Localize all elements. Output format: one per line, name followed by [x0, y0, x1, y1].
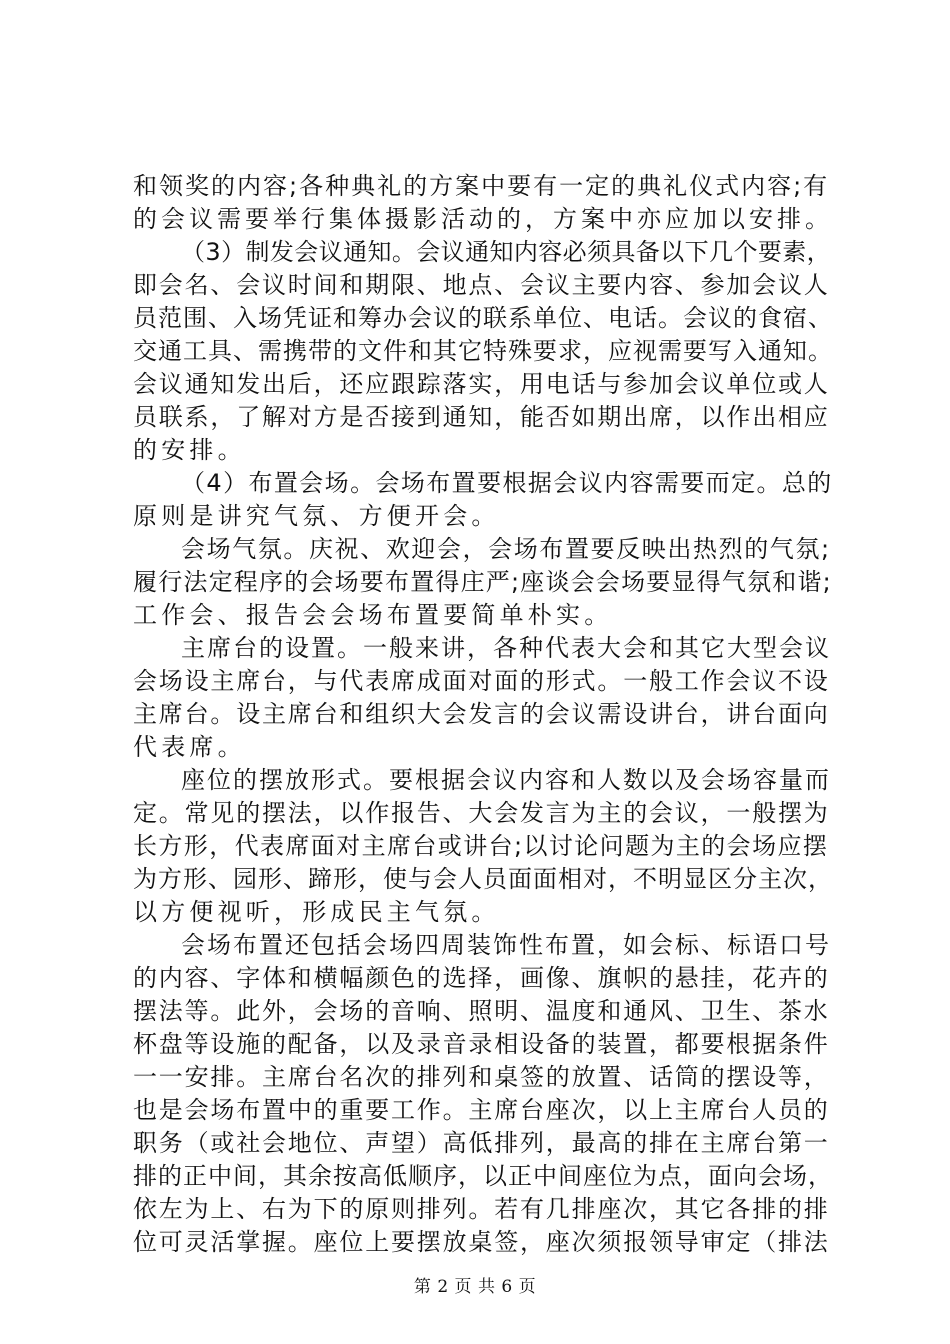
text-line: 主席台的设置。一般来讲，各种代表大会和其它大型会议: [181, 634, 831, 662]
text-line: 摆法等。此外，会场的音响、照明、温度和通风、卫生、茶水: [133, 997, 830, 1025]
text-line: 即会名、会议时间和期限、地点、会议主要内容、参加会议人: [133, 271, 830, 299]
text-line: 会场设主席台，与代表席成面对面的形式。一般工作会议不设: [133, 667, 830, 695]
text-line: （4）布置会场。会场布置要根据会议内容需要而定。总的: [181, 469, 833, 497]
page-footer: [0, 1272, 950, 1297]
text-line: 交通工具、需携带的文件和其它特殊要求，应视需要写入通知。: [133, 337, 833, 365]
text-line: 的内容、字体和横幅颜色的选择，画像、旗帜的悬挂，花卉的: [133, 964, 830, 992]
text-line: 的会议需要举行集体摄影活动的，方案中亦应加以安排。: [133, 205, 833, 233]
text-line: 也是会场布置中的重要工作。主席台座次，以上主席台人员的: [133, 1096, 830, 1124]
text-line: 位可灵活掌握。座位上要摆放桌签，座次须报领导审定（排法: [133, 1228, 830, 1256]
text-line: 会议通知发出后，还应跟踪落实，用电话与参加会议单位或人: [133, 370, 830, 398]
document-body: [133, 170, 833, 1259]
text-line: 为方形、园形、蹄形，使与会人员面面相对，不明显区分主次，: [133, 865, 833, 893]
text-line: 长方形，代表席面对主席台或讲台;以讨论问题为主的会场应摆: [133, 832, 829, 860]
text-line: 原则是讲究气氛、方便开会。: [133, 502, 500, 530]
text-line: 工作会、报告会会场布置要简单朴实。: [133, 601, 613, 629]
text-line: 排的正中间，其余按高低顺序，以正中间座位为点，面向会场，: [133, 1162, 833, 1190]
text-line: 员联系，了解对方是否接到通知，能否如期出席，以作出相应: [133, 403, 830, 431]
text-line: （3）制发会议通知。会议通知内容必须具备以下几个要素，: [181, 238, 832, 266]
text-line: 杯盘等设施的配备，以及录音录相设备的装置，都要根据条件: [133, 1030, 830, 1058]
text-line: 和领奖的内容;各种典礼的方案中要有一定的典礼仪式内容;有: [133, 172, 830, 200]
page-number-label: 第 2 页 共 6 页: [413, 1277, 537, 1297]
text-line: 代表席。: [133, 733, 246, 761]
text-line: 履行法定程序的会场要布置得庄严;座谈会会场要显得气氛和谐;: [133, 568, 832, 596]
text-line: 以方便视听，形成民主气氛。: [133, 898, 500, 926]
text-line: 职务（或社会地位、声望）高低排列，最高的排在主席台第一: [133, 1129, 830, 1157]
text-line: 一一安排。主席台名次的排列和桌签的放置、话筒的摆设等，: [133, 1063, 830, 1091]
text-line: 会场布置还包括会场四周装饰性布置，如会标、标语口号: [181, 931, 831, 959]
text-line: 依左为上、右为下的原则排列。若有几排座次，其它各排的排: [133, 1195, 830, 1223]
text-line: 主席台。设主席台和组织大会发言的会议需设讲台，讲台面向: [133, 700, 830, 728]
text-line: 会场气氛。庆祝、欢迎会，会场布置要反映出热烈的气氛;: [181, 535, 831, 563]
text-line: 定。常见的摆法，以作报告、大会发言为主的会议，一般摆为: [133, 799, 830, 827]
text-line: 座位的摆放形式。要根据会议内容和人数以及会场容量而: [181, 766, 831, 794]
text-line: 员范围、入场凭证和筹办会议的联系单位、电话。会议的食宿、: [133, 304, 833, 332]
text-line: 的安排。: [133, 436, 246, 464]
